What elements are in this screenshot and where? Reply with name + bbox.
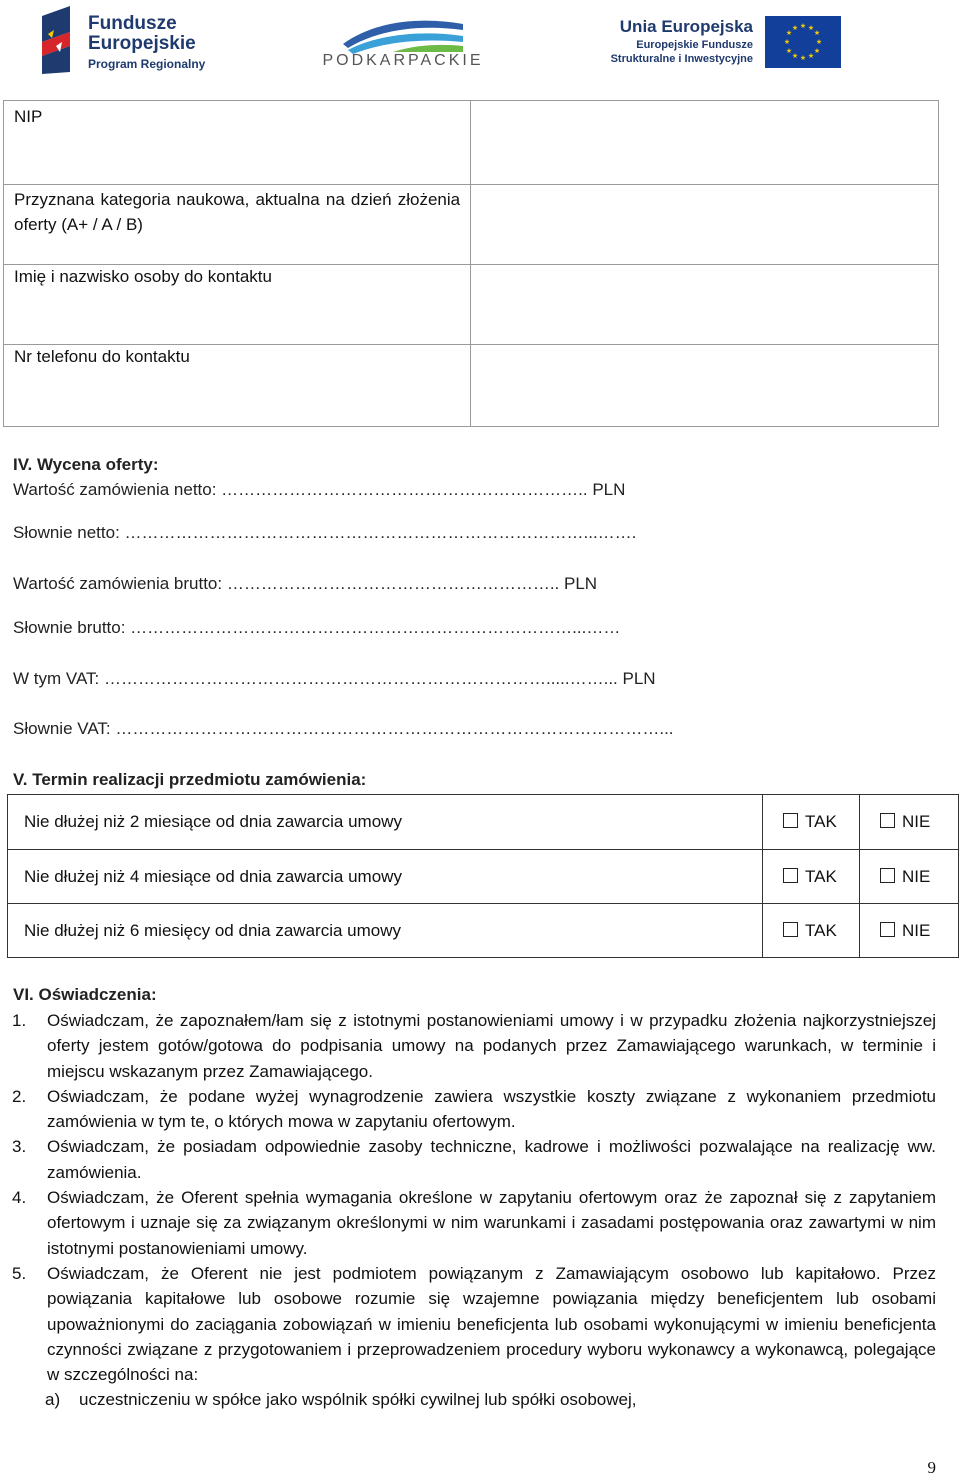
- checkbox-icon[interactable]: [783, 922, 798, 937]
- eu-flag-icon: [765, 16, 841, 68]
- fe-line-3: Program Regionalny: [88, 57, 206, 71]
- svg-text:★: ★: [783, 38, 791, 46]
- page-number: 9: [927, 1458, 936, 1477]
- checkbox-icon[interactable]: [880, 922, 895, 937]
- net-value-line[interactable]: Wartość zamówienia netto: ……………………………………………………….. PLN: [13, 480, 626, 499]
- contact-info-table: [3, 100, 939, 427]
- checkbox-icon[interactable]: [880, 813, 895, 828]
- term-yes-option[interactable]: TAK: [763, 904, 860, 958]
- svg-text:★: ★: [799, 54, 807, 62]
- ue-line-3: Strukturalne i Inwestycyjne: [610, 53, 753, 65]
- svg-text:★: ★: [785, 47, 793, 55]
- net-words-line[interactable]: Słownie netto: ………………………………………………………………………...…….: [13, 523, 637, 542]
- ue-line-1: Unia Europejska: [619, 17, 753, 36]
- term-row-label: Nie dłużej niż 2 miesiące od dnia zawarcia umowy: [8, 795, 763, 850]
- fundusze-europejskie-logo: [40, 6, 230, 76]
- info-label-nip: NIP: [4, 101, 471, 185]
- declaration-item: 3. Oświadczam, że posiadam odpowiednie zasoby techniczne, kadrowe i możliwości pozwalające na realizację ww. zamówienia.: [12, 1137, 936, 1182]
- svg-text:★: ★: [813, 29, 821, 37]
- checkbox-icon[interactable]: [880, 868, 895, 883]
- vat-words-line[interactable]: Słownie VAT: ……………………………………………………………………………………...: [13, 719, 674, 738]
- svg-text:★: ★: [791, 24, 799, 32]
- info-label-contact-name: Imię i nazwisko osoby do kontaktu: [4, 265, 471, 345]
- fe-line-1: Fundusze: [88, 13, 177, 34]
- declaration-sub-item: a) uczestniczeniu w spółce jako wspólnik spółki cywilnej lub spółki osobowej,: [45, 1390, 637, 1410]
- pricing-heading: IV. Wycena oferty:: [13, 455, 159, 474]
- term-heading: V. Termin realizacji przedmiotu zamówienia:: [13, 770, 367, 789]
- info-label-phone: Nr telefonu do kontaktu: [4, 345, 471, 427]
- term-yes-option[interactable]: TAK: [763, 795, 860, 850]
- declaration-item: 4. Oświadczam, że Oferent spełnia wymagania określone w zapytaniu ofertowym oraz że zapoznał się z zapytaniem ofertowym i uznaje się za związanym określonymi w nim warunkami i zasadami postępowania oraz zawartymi w nim istotnymi postanowieniami umowy.: [12, 1188, 936, 1258]
- gross-value-line[interactable]: Wartość zamówienia brutto: ………………………………………………….. PLN: [13, 574, 598, 593]
- svg-text:★: ★: [799, 22, 807, 30]
- info-value-contact-name[interactable]: [471, 265, 939, 345]
- declaration-item: 2. Oświadczam, że podane wyżej wynagrodzenie zawiera wszystkie koszty związane z wykonaniem przedmiotu zamówienia w tym te, o których mowa w zapytaniu ofertowym.: [12, 1086, 936, 1132]
- svg-text:★: ★: [791, 52, 799, 60]
- term-no-option[interactable]: NIE: [860, 795, 959, 850]
- fe-line-2: Europejskie: [88, 33, 196, 54]
- svg-text:★: ★: [807, 52, 815, 60]
- checkbox-icon[interactable]: [783, 813, 798, 828]
- svg-text:★: ★: [813, 47, 821, 55]
- podkarpackie-wave-icon: [338, 14, 468, 54]
- info-label-category: Przyznana kategoria naukowa, aktualna na dzień złożenia oferty (A+ / A / B): [4, 185, 471, 265]
- declarations-heading: VI. Oświadczenia:: [13, 985, 157, 1004]
- term-no-option[interactable]: NIE: [860, 904, 959, 958]
- info-value-phone[interactable]: [471, 345, 939, 427]
- info-value-category[interactable]: [471, 185, 939, 265]
- svg-text:★: ★: [807, 24, 815, 32]
- info-value-nip[interactable]: [471, 101, 939, 185]
- podkarpackie-text: PODKARPACKIE: [322, 52, 484, 69]
- term-table: [7, 794, 959, 958]
- gross-words-line[interactable]: Słownie brutto: ……………………………………………………………………...……: [13, 618, 621, 637]
- declarations-list: [12, 1008, 936, 1413]
- declaration-item: 1. Oświadczam, że zapoznałem/łam się z istotnymi postanowieniami umowy i w przypadku złożenia najkorzystniejszej oferty jestem gotów/gotowa do podpisania umowy na podanych przez Zamawiającego warunkach, w terminie i miejscu wskazanym przez Zamawiającego.: [12, 1011, 936, 1081]
- unia-europejska-logo: [605, 14, 845, 70]
- svg-text:★: ★: [815, 38, 823, 46]
- term-no-option[interactable]: NIE: [860, 850, 959, 904]
- svg-text:★: ★: [785, 29, 793, 37]
- vat-value-line[interactable]: W tym VAT: …………………………………………………………………….....……... PLN: [13, 669, 656, 688]
- checkbox-icon[interactable]: [783, 868, 798, 883]
- term-row-label: Nie dłużej niż 4 miesiące od dnia zawarcia umowy: [8, 850, 763, 904]
- term-row-label: Nie dłużej niż 6 miesięcy od dnia zawarcia umowy: [8, 904, 763, 958]
- term-yes-option[interactable]: TAK: [763, 850, 860, 904]
- podkarpackie-logo: [318, 14, 488, 72]
- ue-line-2: Europejskie Fundusze: [636, 39, 753, 51]
- declaration-item: 5. Oświadczam, że Oferent nie jest podmiotem powiązanym z Zamawiającym osobowo lub kapitałowo. Przez powiązania kapitałowe lub osobowe rozumie się wzajemne powiązania między beneficjentem lub osobami upoważnionymi do zaciągania zobowiązań w imieniu beneficjenta lub osobami wykonującymi w imieniu beneficjenta czynności związane z przygotowaniem i przeprowadzeniem procedury wyboru wykonawcy a wykonawcą, polegające w szczególności na:: [12, 1263, 936, 1385]
- fe-logo-icon: [40, 6, 76, 74]
